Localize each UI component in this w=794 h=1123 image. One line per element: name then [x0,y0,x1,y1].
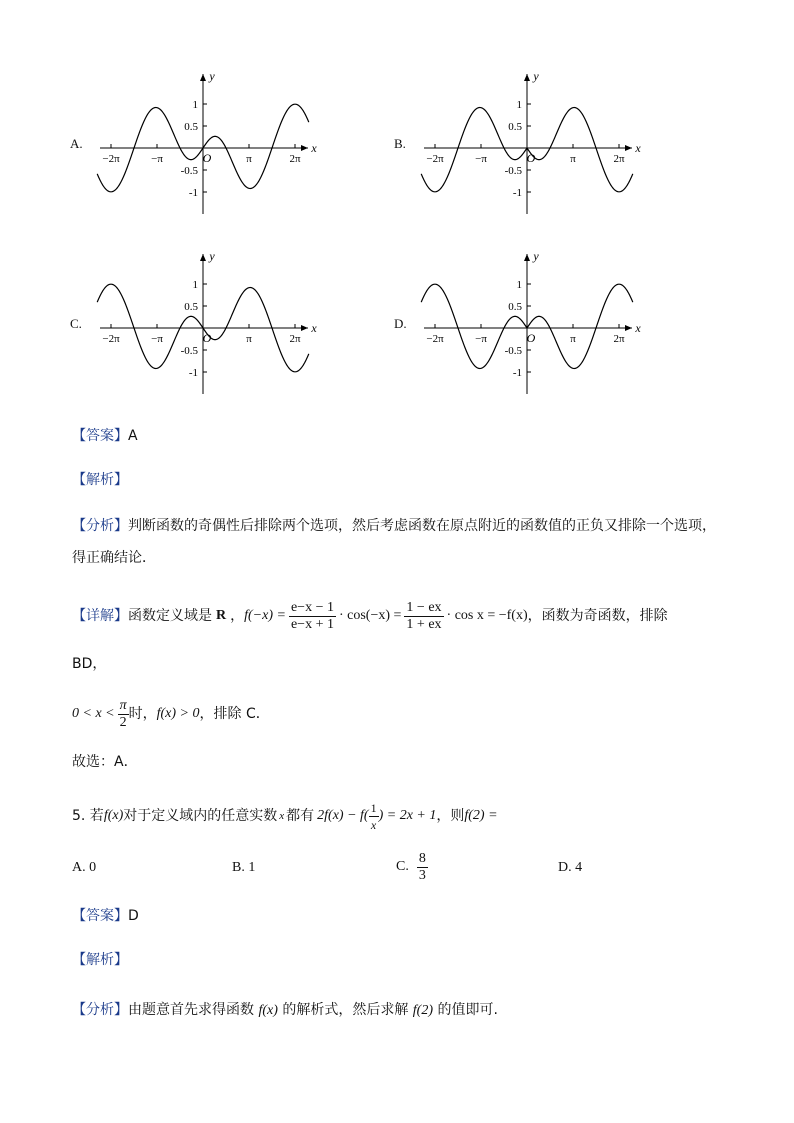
frac1-den: e−x + 1 [290,616,334,632]
q5-option-d[interactable]: D. 4 [558,860,583,875]
fx-positive: f(x) > 0 [156,706,200,721]
exclude-c: ，排除 C． [199,706,270,722]
y-tick-label: -1 [512,367,522,379]
y-axis-label: y [209,69,215,83]
origin-label: O [202,151,212,165]
frac2-den: 1 + ex [406,616,442,632]
y-tick-label: -0.5 [180,165,198,177]
two-den: 2 [119,714,127,730]
origin-label: O [202,331,212,345]
x-axis-arrow [301,145,308,151]
y-tick-label: 1 [192,279,198,291]
q4-fenxi [72,516,716,536]
y-axis-arrow [524,74,530,81]
y-axis-arrow [200,74,206,81]
x-den: x [370,817,377,832]
x-tick-label: 2π [613,333,625,345]
y-tick-label: -1 [512,187,522,199]
y-tick-label: -1 [188,367,198,379]
y-tick-label: -0.5 [504,165,522,177]
fenxi-mid: 的解析式，然后求解 [282,1002,409,1018]
cos-end: · cos x = −f(x) [446,608,528,623]
x-tick-label: −π [475,153,487,165]
pi-num: π [119,697,127,713]
origin-label: O [526,331,536,345]
fenxi-fx: f(x) [258,1003,278,1018]
x-tick-label: 2π [289,153,301,165]
answer-value: A [128,428,138,444]
fraction-2 [404,600,443,633]
q5-fenxi [72,1000,498,1021]
fenxi-tag: 【分析】 [72,1002,128,1018]
x-tick-label: 2π [613,153,625,165]
x-axis-label: x [635,141,641,155]
x-axis-label: x [635,321,641,335]
y-axis-label: y [533,69,539,83]
y-tick-label: 1 [192,99,198,111]
x-tick-label: −π [151,333,163,345]
plot-svg [384,68,644,218]
cond-when: 时， [128,706,157,722]
y-tick-label: 1 [516,279,522,291]
answer-value: D [128,908,139,924]
y-axis-arrow [200,254,206,261]
graph-b [384,68,644,218]
x-tick-label: 2π [289,333,301,345]
detail-text: 函数定义域是 [128,608,212,624]
x-tick-label: −π [151,153,163,165]
q4-answer [72,426,138,446]
q4-condition [72,694,270,734]
q4-choose: 故选：A． [72,754,138,770]
x-tick-label: π [246,153,252,165]
x-tick-label: π [570,333,576,345]
graph-a [60,68,320,218]
stem-f2: f(2) = [464,808,498,823]
graph-c [60,248,320,398]
fraction-1 [289,600,336,633]
y-tick-label: 0.5 [184,301,198,313]
x-tick-label: −2π [426,333,444,345]
y-axis-arrow [524,254,530,261]
option-label: C. [70,316,82,331]
x-axis-arrow [625,325,632,331]
stem-all: 都有 [286,808,315,824]
fenxi-tag: 【分析】 [72,518,128,534]
opt-c-label: C. [396,859,409,874]
domain-r: R [216,608,227,623]
q5-stem [72,796,498,836]
q4-bd: BD， [72,656,107,672]
cos-neg: · cos(−x) = [338,608,402,623]
x-tick-label: −2π [102,153,120,165]
plot-svg [60,248,320,398]
one-num: 1 [370,800,377,815]
q5-option-c[interactable] [396,846,428,888]
frac1-num: e−x − 1 [290,599,334,615]
plot-svg [384,248,644,398]
opt-c-den: 3 [418,867,426,883]
fenxi-end: 的值即可. [437,1002,498,1018]
stem-pre: 5. 若 [72,808,104,824]
x-axis-arrow [625,145,632,151]
origin-label: O [526,151,536,165]
q5-option-b[interactable]: B. 1 [232,860,256,875]
q4-detail: 【详解】 函数定义域是 R ， f(−x) = $\frac{e-x - 1}{e-x + 1}$ · cos(−x) = $\frac{1 - ex}{1 + ex}$ · cos x = −f(x) ，函数为奇函数，排除 [72,599,668,632]
x-axis-label: x [311,321,317,335]
opt-c-num: 8 [418,850,426,866]
q5-analysis-tag: 【解析】 [72,952,128,968]
y-axis-label: y [533,249,539,263]
pi-over-2 [118,698,129,731]
x-tick-label: −2π [426,153,444,165]
detail-tag: 【详解】 [72,608,128,624]
x-tick-label: π [570,153,576,165]
x-axis-label: x [311,141,317,155]
stem-fx: f(x) [103,808,124,823]
option-label: B. [394,136,406,151]
detail-post: ，函数为奇函数，排除 [527,608,668,624]
q4-fenxi-line2: 得正确结论． [72,550,156,566]
graph-d [384,248,644,398]
y-tick-label: 0.5 [184,121,198,133]
x-axis-arrow [301,325,308,331]
answer-tag: 【答案】 [72,908,128,924]
stem-end: ，则 [436,808,465,824]
fenxi-f2: f(2) [412,1003,434,1018]
eight-thirds [417,851,428,884]
stem-x: x [279,810,285,822]
answer-tag: 【答案】 [72,428,128,444]
q5-option-a[interactable]: A. 0 [72,860,97,875]
y-tick-label: -0.5 [504,345,522,357]
q4-analysis-tag: 【解析】 [72,472,128,488]
y-axis-label: y [209,249,215,263]
plot-svg [60,68,320,218]
y-tick-label: -1 [188,187,198,199]
one-over-x [369,800,379,833]
option-label: D. [394,316,407,331]
eq-right: ) = 2x + 1 [378,808,437,823]
stem-mid: 对于定义域内的任意实数 [123,808,278,824]
x-tick-label: −π [475,333,487,345]
fenxi-text: 判断函数的奇偶性后排除两个选项，然后考虑函数在原点附近的函数值的正负又排除一个选项， [128,518,716,534]
y-tick-label: 1 [516,99,522,111]
cond-ineq: 0 < x < [72,706,115,721]
x-tick-label: π [246,333,252,345]
fenxi-pre: 由题意首先求得函数 [128,1002,254,1018]
option-label: A. [70,136,83,151]
f-neg-x: f(−x) = [244,608,286,623]
y-tick-label: -0.5 [180,345,198,357]
y-tick-label: 0.5 [508,301,522,313]
x-tick-label: −2π [102,333,120,345]
frac2-num: 1 − ex [406,599,442,615]
y-tick-label: 0.5 [508,121,522,133]
q5-answer [72,906,139,926]
eq-left: 2f(x) − f( [317,808,369,823]
